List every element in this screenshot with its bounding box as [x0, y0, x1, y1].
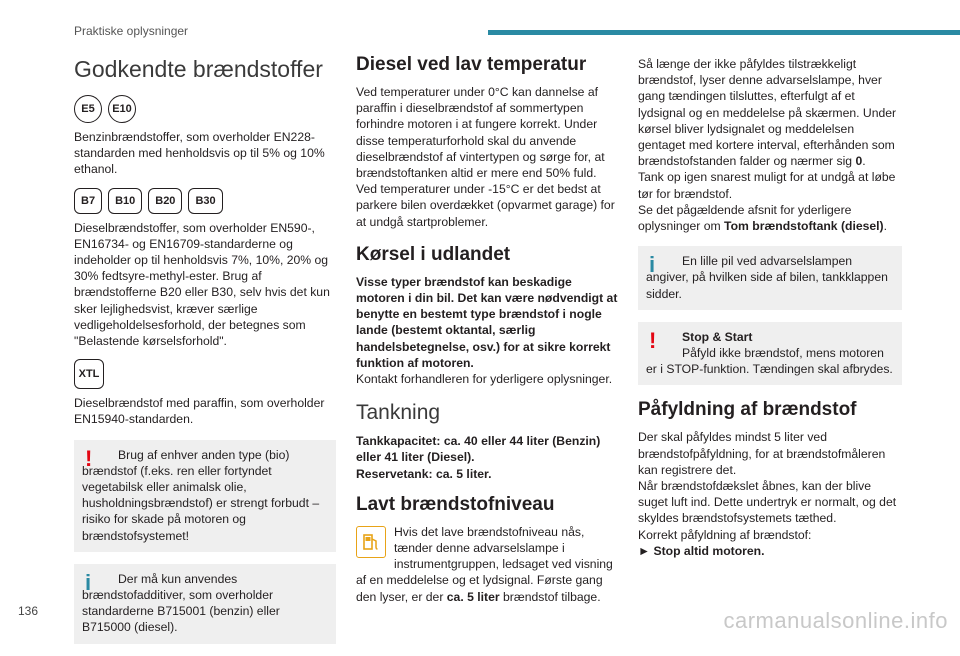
fuel-pump-icon: [356, 526, 386, 558]
heading-driving-abroad: Kørsel i udlandet: [356, 243, 511, 265]
warning-box: [74, 440, 336, 552]
warning-text: Brug af enhver anden type (bio) brændstof (f.eks. ren eller fortyndet vegetabilsk eller animalsk olie, husholdningsbrændstof) er strengt forbudt – risiko for skade på motoren og brændstofsystemet!: [82, 447, 320, 543]
info-text: Der må kun anvendes brændstofadditiver, som overholder standarderne B715001 (benzin) eller B715000 (diesel).: [82, 571, 280, 635]
exclamation-icon: !: [649, 327, 657, 353]
refuel-min: Der skal påfyldes mindst 5 liter ved brændstofpåfyldning, for at brændstofmåleren kan registrere det.: [638, 430, 886, 477]
see-section-a: Se det pågældende afsnit for yderligere oplysninger om: [638, 202, 852, 234]
xtl-badge-row: [74, 359, 336, 389]
heading-low-fuel: Lavt brændstofniveau: [356, 493, 555, 515]
badge-xtl-icon: XTL: [74, 359, 104, 389]
petrol-text: Benzinbrændstoffer, som overholder EN228-standarden med henholdsvis op til 5% og 10% ethanol.: [74, 130, 325, 177]
petrol-badges: [74, 95, 336, 123]
stop-start-title: Stop & Start: [682, 329, 753, 344]
reserve-tank: Reservetank: ca. 5 liter.: [356, 466, 492, 481]
section-header: Praktiske oplysninger: [74, 24, 189, 38]
low-fuel-text-b: brændstof tilbage.: [499, 589, 601, 604]
refill-soon-text: Tank op igen snarest muligt for at undgå at løbe tør for brændstof.: [638, 170, 896, 201]
column-1: [74, 52, 336, 656]
info-icon: i: [649, 252, 656, 278]
warning-box-stop-start: [638, 322, 902, 386]
watermark: carmanualsonline.info: [723, 608, 948, 633]
refuel-vacuum: Når brændstofdækslet åbnes, kan der blive suget luft ind. Dette undertryk er normalt, og det skyldes brændstofsystemets tæthed.: [638, 479, 897, 526]
lamp-text-end: .: [862, 154, 866, 169]
abroad-text: Kontakt forhandleren for yderligere oplysninger.: [356, 372, 613, 387]
refuel-correct: Korrekt påfyldning af brændstof:: [638, 527, 812, 542]
lamp-text-bold: 0: [855, 154, 863, 169]
badge-b20-icon: B20: [148, 188, 182, 214]
low-fuel-text-a: Hvis det lave brændstofniveau nås, tænder denne advarselslampe i instrumentgruppen, ledsaget ved visning af en meddelelse og et lydsignal. Første gang den lyser, er der: [356, 524, 613, 604]
diesel-badges: [74, 188, 336, 214]
badge-b10-icon: B10: [108, 188, 142, 214]
badge-b30-icon: B30: [188, 188, 222, 214]
heading-refuelling: Tankning: [356, 401, 441, 425]
arrow-info-text: En lille pil ved advarselslampen angiver, på hvilken side af bilen, tankklappen sidder.: [646, 254, 888, 301]
heading-diesel-low-temp: Diesel ved lav temperatur: [356, 54, 587, 75]
see-section-text: [638, 202, 902, 234]
column-2: [356, 52, 618, 605]
fuel-pump-glyph: [362, 532, 380, 552]
info-icon: i: [85, 569, 92, 595]
title-approved-fuels: Godkendte brændstoffer: [74, 56, 323, 82]
tank-capacity: Tankkapacitet: ca. 40 eller 44 liter (Benzin) eller 41 liter (Diesel).: [356, 434, 601, 465]
see-section-bold: Tom brændstoftank (diesel): [724, 219, 884, 234]
lamp-text-a: Så længe der ikke påfyldes tilstrækkeligt brændstof, lyser denne advarselslampe, hver gang tændingen tilsluttes, efterfulgt af et lydsignal og en meddelelse på skærmen. Under kørsel bliver lydsignalet og meddelelsen gentaget med kortere interval, efterhånden som brændstofstanden falder og nærmer sig: [638, 57, 897, 169]
abroad-bold-text: Visse typer brændstof kan beskadige motoren i din bil. Det kan være nødvendigt at benytte en bestemt type brændstof i nogle lande (bestemt oktantal, særlig handelsbetegnelse, osv.) for at sikre korrekt funktion af motoren.: [356, 274, 618, 370]
stop-start-text: Påfyld ikke brændstof, mens motoren er i STOP-funktion. Tændingen skal afbrydes.: [646, 346, 893, 377]
column-3: [638, 52, 902, 559]
header-rule: [488, 30, 960, 35]
page-number: 136: [18, 604, 39, 618]
refuel-step-stop-engine: ► Stop altid motoren.: [638, 543, 765, 558]
heading-refuel: Påfyldning af brændstof: [638, 399, 857, 421]
badge-e5-icon: E5: [74, 95, 102, 123]
xtl-text: Dieselbrændstof med paraffin, som overholder EN15940-standarden.: [74, 396, 325, 427]
diesel-text: Dieselbrændstoffer, som overholder EN590-, EN16734- og EN16709-standarderne og indeholder op til henholdsvis 7%, 10%, 20% og 30% fedtsyre-methyl-ester. Brug af brændstofferne B20 eller B30, selv hvis det kun sker lejlighedsvist, kræver særlige vedligeholdelsesforhold, der betegnes som "Belastende kørselsforhold".: [74, 220, 330, 349]
badge-b7-icon: B7: [74, 188, 102, 214]
lamp-text: [638, 56, 902, 169]
info-box: [74, 564, 336, 644]
see-section-end: .: [883, 219, 888, 234]
exclamation-icon: !: [85, 445, 93, 471]
diesel-low-temp-text: Ved temperaturer under 0°C kan dannelse af paraffin i dieselbrændstof af sommertypen forhindre motoren i at fungere korrekt. Under disse temperaturforhold skal du anvende dieselbrændstof af vintertypen og sørge for, at brændstoftanken altid er mere end 50% fuld. Ved temperaturer under -15°C er det bedst at parkere bilen overdækket (opvarmet garage) for at undgå startproblemer.: [356, 85, 615, 229]
low-fuel-bold: ca. 5 liter: [446, 589, 500, 604]
info-box-arrow: [638, 246, 902, 310]
badge-e10-icon: E10: [108, 95, 136, 123]
low-fuel-text: [356, 524, 618, 605]
